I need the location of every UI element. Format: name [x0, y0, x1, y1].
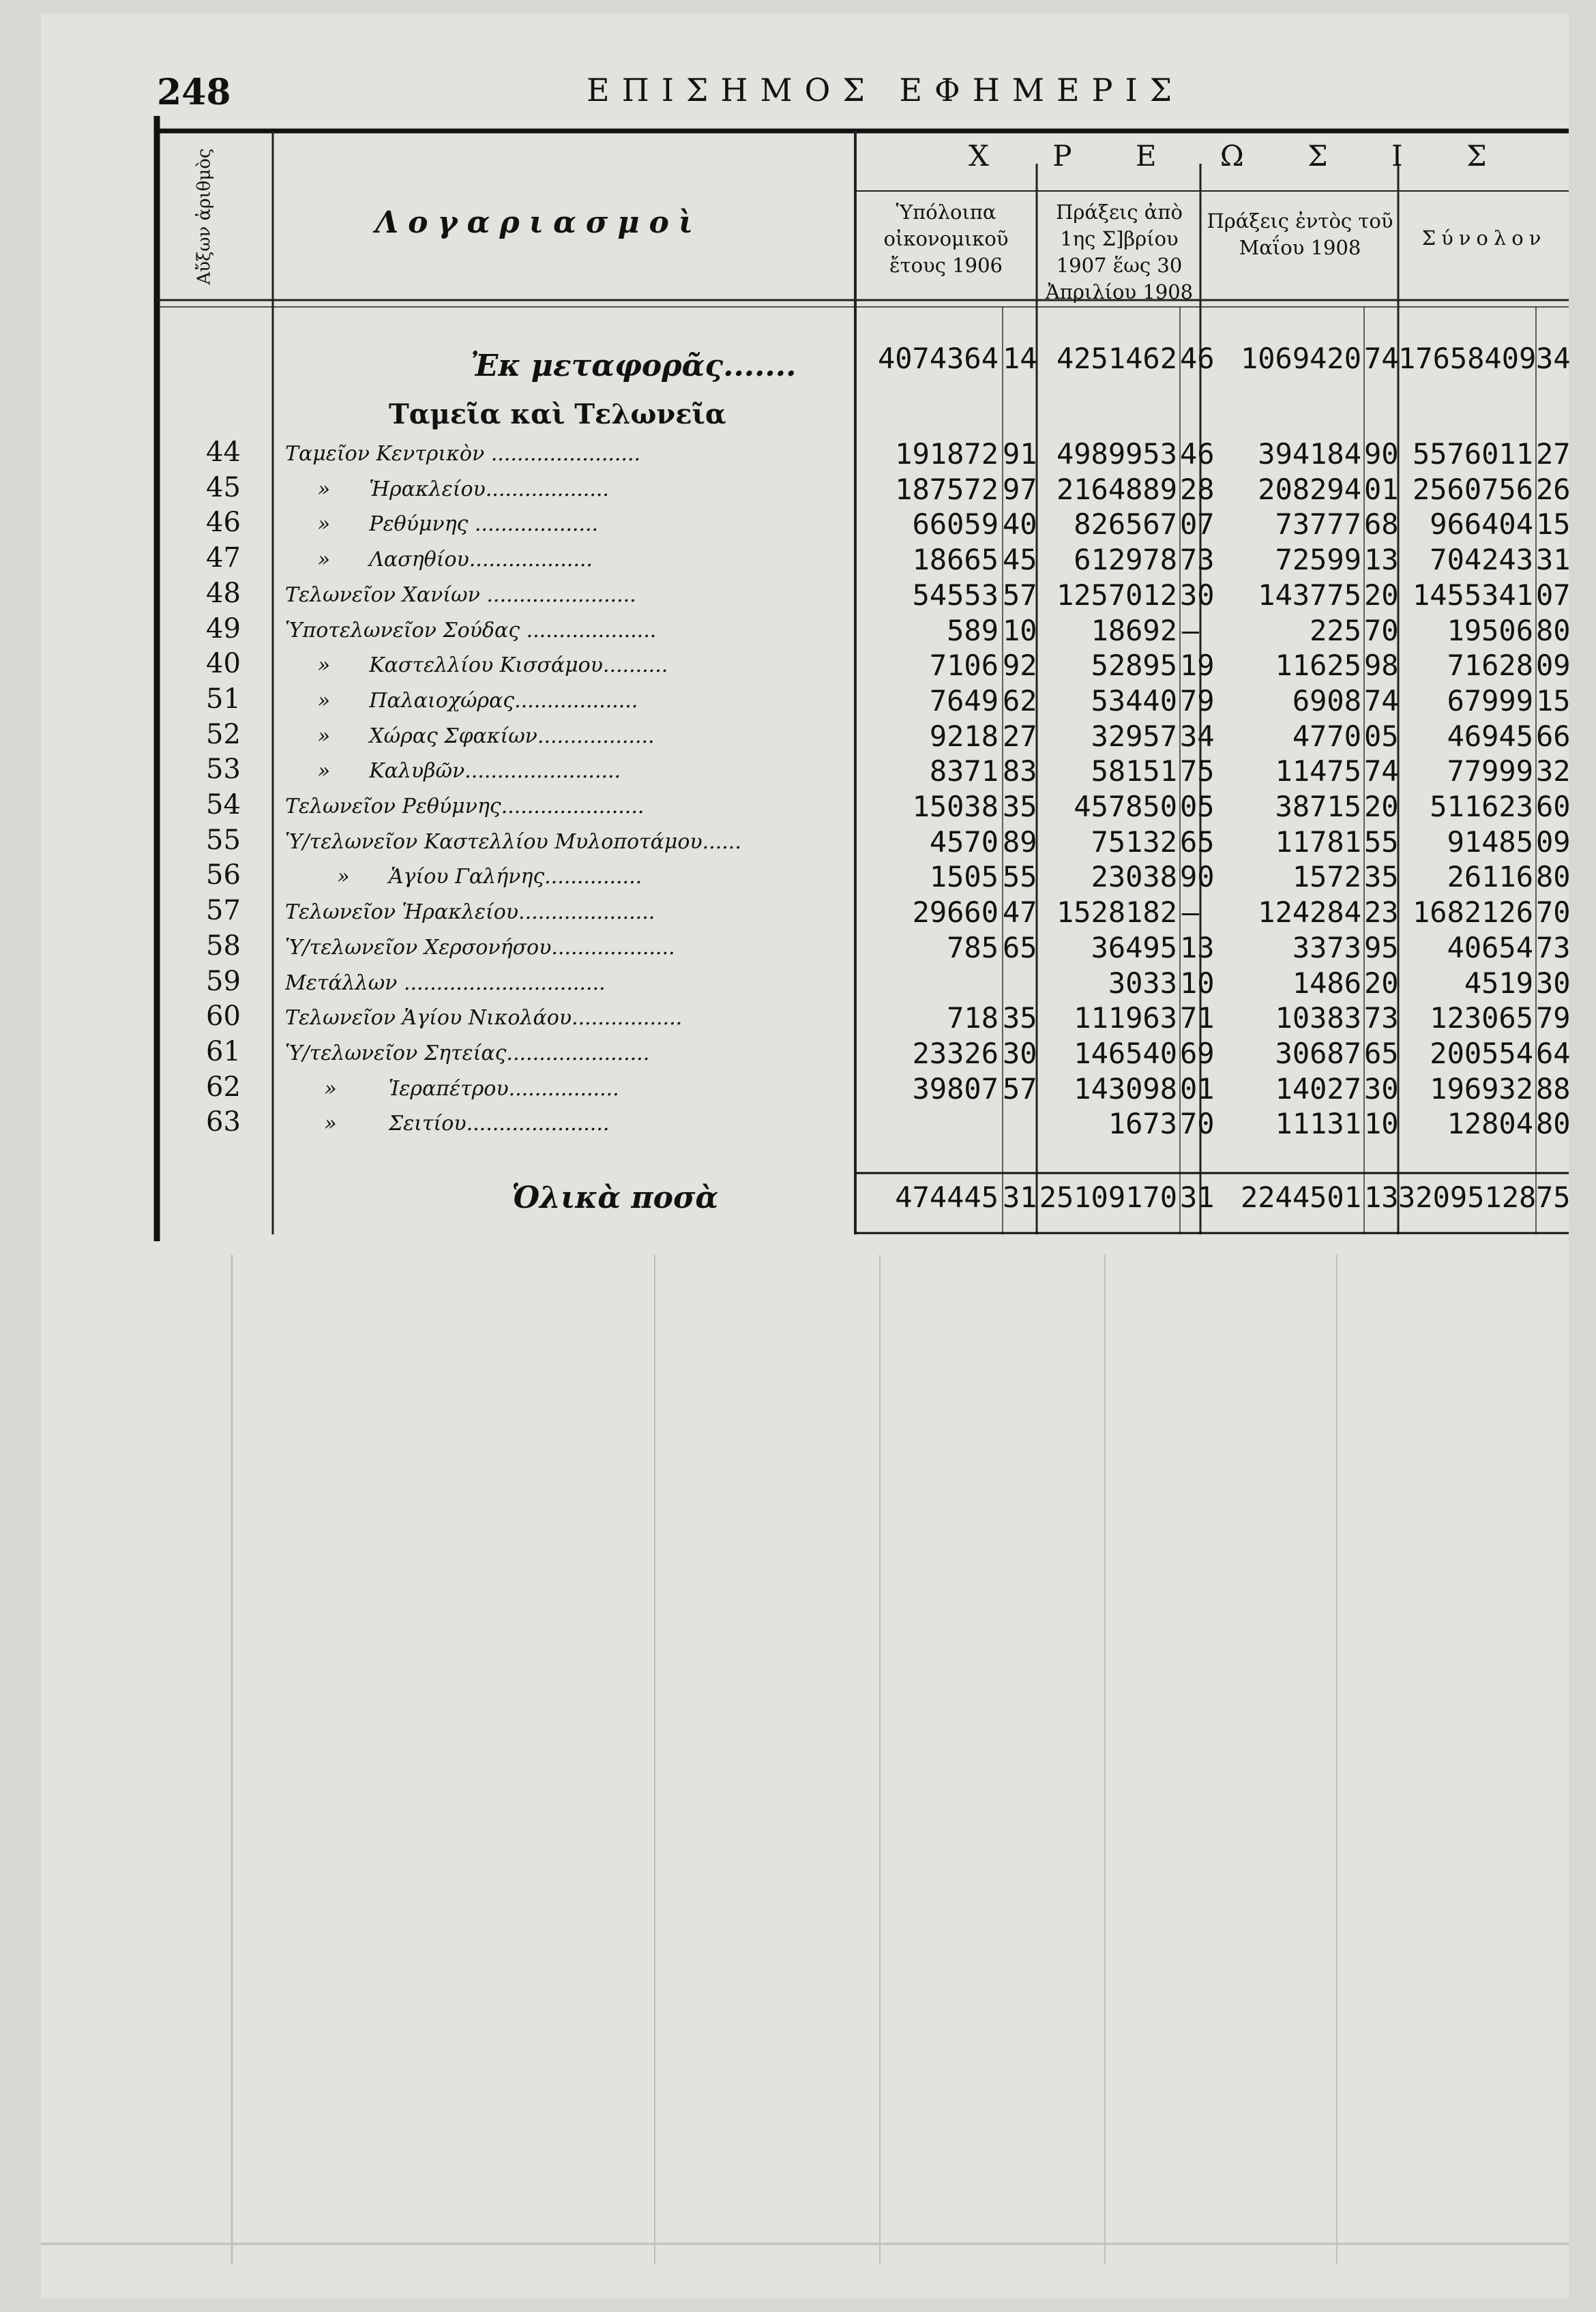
amount-col3: 30687: [1275, 1037, 1361, 1070]
amount-col4: 26116: [1447, 860, 1533, 893]
amount-col2: 36495: [1091, 931, 1177, 964]
amount-col3: 11475: [1275, 754, 1361, 788]
amount-col3: 14027: [1275, 1072, 1361, 1106]
amount-col4: 67999: [1447, 684, 1533, 717]
cents-col3: 65: [1364, 1037, 1399, 1070]
col3-header: Πράξεις ἐντὸς τοῦ Μαΐου 1908: [1207, 209, 1393, 260]
account-name: Τελωνεῖον Ἁγίου Νικολάου.................: [285, 1008, 683, 1028]
account-name: » Ρεθύμνης ...................: [285, 514, 599, 535]
totals-col1: 474445: [895, 1181, 999, 1214]
totals-col3: 2244501: [1240, 1181, 1361, 1214]
cents-col4: 80: [1536, 1107, 1571, 1140]
cents-col4: 64: [1536, 1037, 1571, 1070]
amount-col1: 39807: [912, 1072, 999, 1106]
cents-col3: 35: [1364, 860, 1399, 893]
amount-col3: 72599: [1275, 543, 1361, 576]
cents-col4: 09: [1536, 825, 1571, 859]
amount-col4: 704243: [1430, 543, 1533, 576]
cents-col1: 91: [1003, 437, 1037, 471]
amount-col2: 457850: [1074, 790, 1177, 823]
cents-col4: 32: [1536, 754, 1571, 788]
row-number: 58: [206, 930, 241, 962]
cents-col4: 80: [1536, 860, 1571, 893]
row-number: 63: [206, 1106, 241, 1138]
cents-col3: 68: [1364, 507, 1399, 541]
account-name: Ὑ/τελωνεῖον Καστελλίου Μυλοποτάμου......: [285, 832, 741, 853]
col2-header: Πράξεις ἀπὸ 1ης Σ]βρίου 1907 ἕως 30 Ἀπριλίου 1908: [1045, 201, 1194, 304]
row-number: 61: [206, 1036, 241, 1067]
row-number: 60: [206, 1001, 241, 1032]
amount-col3: 10383: [1275, 1001, 1361, 1035]
amount-col2: 4989953: [1056, 437, 1177, 471]
cents-col4: 15: [1536, 684, 1571, 717]
cents-col1: 35: [1003, 1001, 1037, 1035]
cents-col4: 70: [1536, 895, 1571, 929]
account-name: » Ἱεραπέτρου.................: [285, 1079, 619, 1099]
amount-col1: 54553: [912, 578, 999, 612]
cents-col1: 55: [1003, 860, 1037, 893]
cents-col2: 79: [1180, 684, 1215, 717]
accounts-header: Λογαριασμοὶ: [375, 205, 703, 240]
cents-col2: 10: [1180, 966, 1215, 1000]
amount-col1: 187572: [895, 473, 999, 506]
amount-col2: 75132: [1091, 825, 1177, 859]
amount-col1: 589: [947, 614, 999, 647]
totals-col2: 25109170: [1039, 1181, 1177, 1214]
amount-col3: 3373: [1292, 931, 1361, 964]
amount-col4: 200554: [1430, 1037, 1533, 1070]
amount-col4: 91485: [1447, 825, 1533, 859]
carried-col4-cents: 34: [1536, 342, 1571, 375]
account-name: Ὑποτελωνεῖον Σούδας ....................: [285, 621, 657, 641]
amount-col2: 1257012: [1056, 578, 1177, 612]
amount-col2: 612978: [1074, 543, 1177, 576]
totals-label: Ὁλικὰ ποσὰ: [512, 1181, 719, 1215]
debit-group-header: Χ Ρ Ε Ω Σ Ι Σ: [969, 139, 1514, 173]
cents-col1: 65: [1003, 931, 1037, 964]
totals-col4-cents: 75: [1536, 1181, 1571, 1214]
amount-col4: 77999: [1447, 754, 1533, 788]
amount-col4: 196932: [1430, 1072, 1533, 1106]
cents-col2: 71: [1180, 1001, 1215, 1035]
cents-col1: 83: [1003, 754, 1037, 788]
cents-col3: 30: [1364, 1072, 1399, 1106]
ledger-page: [41, 14, 1569, 2298]
row-number: 55: [206, 825, 241, 856]
cents-col2: 75: [1180, 754, 1215, 788]
row-number: 56: [206, 859, 241, 891]
cents-col1: 35: [1003, 790, 1037, 823]
row-number-header: Αὔξων ἀριθμὸς: [194, 148, 215, 285]
amount-col4: 40654: [1447, 931, 1533, 964]
amount-col2: 58151: [1091, 754, 1177, 788]
cents-col2: 13: [1180, 931, 1215, 964]
account-name: » Ἡρακλείου...................: [285, 479, 609, 500]
cents-col4: 80: [1536, 614, 1571, 647]
cents-col4: 88: [1536, 1072, 1571, 1106]
amount-col4: 71628: [1447, 649, 1533, 682]
running-title: ΕΠΙΣΗΜΟΣ ΕΦΗΜΕΡΙΣ: [587, 72, 1185, 108]
amount-col2: 53440: [1091, 684, 1177, 717]
account-name: Τελωνεῖον Χανίων .......................: [285, 585, 636, 606]
cents-col2: 70: [1180, 1107, 1215, 1140]
account-name: » Σειτίου......................: [285, 1114, 610, 1134]
cents-col2: 73: [1180, 543, 1215, 576]
amount-col4: 2560756: [1412, 473, 1533, 506]
amount-col1: 785: [947, 931, 999, 964]
cents-col3: 05: [1364, 720, 1399, 753]
amount-col2: 32957: [1091, 720, 1177, 753]
row-number: 62: [206, 1071, 241, 1103]
account-name: » Χώρας Σφακίων..................: [285, 726, 655, 747]
cents-col3: 20: [1364, 790, 1399, 823]
amount-col2: 1673: [1108, 1107, 1177, 1140]
cents-col2: 34: [1180, 720, 1215, 753]
row-number: 53: [206, 754, 241, 785]
amount-col3: 143775: [1258, 578, 1361, 612]
amount-col1: 18665: [912, 543, 999, 576]
amount-col1: 29660: [912, 895, 999, 929]
row-number: 51: [206, 683, 241, 715]
cents-col3: 55: [1364, 825, 1399, 859]
cents-col2: 28: [1180, 473, 1215, 506]
cents-col4: 07: [1536, 578, 1571, 612]
ledger-table: [116, 116, 1569, 1241]
amount-col1: 191872: [895, 437, 999, 471]
cents-col4: 73: [1536, 931, 1571, 964]
totals-col4: 32095128: [1398, 1181, 1537, 1214]
amount-col4: 511623: [1430, 790, 1533, 823]
col1-header: Ὑπόλοιπα οἰκονομικοῦ ἔτους 1906: [883, 201, 1009, 278]
cents-col3: 90: [1364, 437, 1399, 471]
amount-col1: 1505: [929, 860, 999, 893]
account-name: » Καλυβῶν........................: [285, 761, 621, 782]
cents-col2: 05: [1180, 790, 1215, 823]
amount-col3: 11625: [1275, 649, 1361, 682]
cents-col3: 74: [1364, 684, 1399, 717]
carried-col1: 4074364: [877, 342, 999, 375]
amount-col2: 146540: [1074, 1037, 1177, 1070]
account-name: Ὑ/τελωνεῖον Χερσονήσου...................: [285, 938, 675, 958]
amount-col4: 19506: [1447, 614, 1533, 647]
row-number: 44: [206, 436, 241, 468]
amount-col1: 8371: [929, 754, 999, 788]
amount-col4: 5576011: [1412, 437, 1533, 471]
amount-col4: 4519: [1464, 966, 1533, 1000]
amount-col2: 52895: [1091, 649, 1177, 682]
cents-col3: 98: [1364, 649, 1399, 682]
cents-col1: 57: [1003, 1072, 1037, 1106]
page-number: 248: [157, 72, 231, 113]
carried-col2-cents: 46: [1180, 342, 1215, 375]
totals-col2-cents: 31: [1180, 1181, 1215, 1214]
amount-col4: 966404: [1430, 507, 1533, 541]
carried-col3: 1069420: [1240, 342, 1361, 375]
cents-col3: 01: [1364, 473, 1399, 506]
cents-col3: 20: [1364, 966, 1399, 1000]
account-name: » Λασηθίου...................: [285, 550, 593, 570]
amount-col3: 225: [1310, 614, 1361, 647]
amount-col4: 12804: [1447, 1107, 1533, 1140]
section-title: Ταμεῖα καὶ Τελωνεῖα: [389, 398, 726, 430]
row-number: 49: [206, 613, 241, 644]
cents-col3: 23: [1364, 895, 1399, 929]
account-name: Ταμεῖον Κεντρικὸν .......................: [285, 444, 641, 464]
amount-col2: 111963: [1074, 1001, 1177, 1035]
carried-col1-cents: 14: [1003, 342, 1037, 375]
cents-col1: 92: [1003, 649, 1037, 682]
amount-col1: 15038: [912, 790, 999, 823]
cents-col4: 27: [1536, 437, 1571, 471]
row-number: 46: [206, 507, 241, 538]
amount-col3: 1486: [1292, 966, 1361, 1000]
cents-col4: 60: [1536, 790, 1571, 823]
amount-col1: 9218: [929, 720, 999, 753]
cents-col2: 46: [1180, 437, 1215, 471]
cents-col1: 89: [1003, 825, 1037, 859]
amount-col3: 208294: [1258, 473, 1361, 506]
amount-col2: 23038: [1091, 860, 1177, 893]
row-number: 40: [206, 648, 241, 679]
row-number: 52: [206, 719, 241, 750]
row-number: 59: [206, 966, 241, 997]
amount-col4: 1682126: [1412, 895, 1533, 929]
cents-col4: 79: [1536, 1001, 1571, 1035]
row-number: 54: [206, 789, 241, 820]
amount-col1: 7106: [929, 649, 999, 682]
amount-col1: 7649: [929, 684, 999, 717]
cents-col4: 15: [1536, 507, 1571, 541]
cents-col1: 47: [1003, 895, 1037, 929]
account-name: » Ἁγίου Γαλήνης...............: [285, 867, 642, 887]
cents-col1: 97: [1003, 473, 1037, 506]
account-name: » Καστελλίου Κισσάμου..........: [285, 655, 668, 676]
amount-col3: 6908: [1292, 684, 1361, 717]
cents-col2: 90: [1180, 860, 1215, 893]
cents-col3: 74: [1364, 754, 1399, 788]
cents-col1: 27: [1003, 720, 1037, 753]
amount-col3: 394184: [1258, 437, 1361, 471]
amount-col2: 2164889: [1056, 473, 1177, 506]
amount-col3: 73777: [1275, 507, 1361, 541]
cents-col3: 70: [1364, 614, 1399, 647]
amount-col4: 123065: [1430, 1001, 1533, 1035]
totals-col1-cents: 31: [1003, 1181, 1037, 1214]
account-name: Μετάλλων ...............................: [285, 973, 606, 994]
account-name: Ὑ/τελωνεῖον Σητείας......................: [285, 1043, 650, 1064]
page-header: [41, 55, 1569, 116]
totals-col3-cents: 13: [1364, 1181, 1399, 1214]
amount-col1: 718: [947, 1001, 999, 1035]
cents-col2: 69: [1180, 1037, 1215, 1070]
amount-col2: 1528182: [1056, 895, 1177, 929]
cents-col4: 30: [1536, 966, 1571, 1000]
cents-col3: 20: [1364, 578, 1399, 612]
cents-col1: 57: [1003, 578, 1037, 612]
cents-col2: 19: [1180, 649, 1215, 682]
cents-col2: 01: [1180, 1072, 1215, 1106]
amount-col3: 1572: [1292, 860, 1361, 893]
amount-col2: 18692: [1091, 614, 1177, 647]
cents-col2: 65: [1180, 825, 1215, 859]
amount-col2: 143098: [1074, 1072, 1177, 1106]
cents-col2: 30: [1180, 578, 1215, 612]
cents-col2: —: [1181, 895, 1199, 929]
amount-col3: 4770: [1292, 720, 1361, 753]
row-number: 47: [206, 542, 241, 574]
cents-col4: 09: [1536, 649, 1571, 682]
cents-col4: 26: [1536, 473, 1571, 506]
amount-col1: 66059: [912, 507, 999, 541]
cents-col3: 95: [1364, 931, 1399, 964]
amount-col3: 124284: [1258, 895, 1361, 929]
amount-col1: 4570: [929, 825, 999, 859]
carried-col4: 17658409: [1398, 342, 1537, 375]
amount-col2: 826567: [1074, 507, 1177, 541]
account-name: Τελωνεῖον Ἡρακλείου.....................: [285, 902, 655, 923]
col4-header: Σύνολον: [1421, 226, 1547, 250]
bleed-through-shadow: [41, 1255, 1569, 2278]
cents-col1: 62: [1003, 684, 1037, 717]
bleed-through-lines: [41, 1255, 1569, 2278]
row-number: 48: [206, 578, 241, 609]
amount-col3: 38715: [1275, 790, 1361, 823]
amount-col1: 23326: [912, 1037, 999, 1070]
cents-col4: 66: [1536, 720, 1571, 753]
account-name: » Παλαιοχώρας...................: [285, 691, 638, 711]
cents-col4: 31: [1536, 543, 1571, 576]
amount-col4: 1455341: [1412, 578, 1533, 612]
cents-col3: 13: [1364, 543, 1399, 576]
account-name: Τελωνεῖον Ρεθύμνης......................: [285, 797, 645, 817]
cents-col1: 30: [1003, 1037, 1037, 1070]
cents-col2: 07: [1180, 507, 1215, 541]
amount-col2: 3033: [1108, 966, 1177, 1000]
cents-col1: 10: [1003, 614, 1037, 647]
row-number: 45: [206, 472, 241, 503]
row-number: 57: [206, 895, 241, 926]
cents-col1: 45: [1003, 543, 1037, 576]
carried-label: Ἐκ μεταφορᾶς.......: [471, 349, 797, 383]
amount-col3: 11781: [1275, 825, 1361, 859]
cents-col3: 10: [1364, 1107, 1399, 1140]
carried-col3-cents: 74: [1364, 342, 1399, 375]
amount-col4: 46945: [1447, 720, 1533, 753]
cents-col3: 73: [1364, 1001, 1399, 1035]
amount-col3: 11131: [1275, 1107, 1361, 1140]
cents-col1: 40: [1003, 507, 1037, 541]
carried-col2: 4251462: [1056, 342, 1177, 375]
cents-col2: —: [1181, 614, 1199, 647]
